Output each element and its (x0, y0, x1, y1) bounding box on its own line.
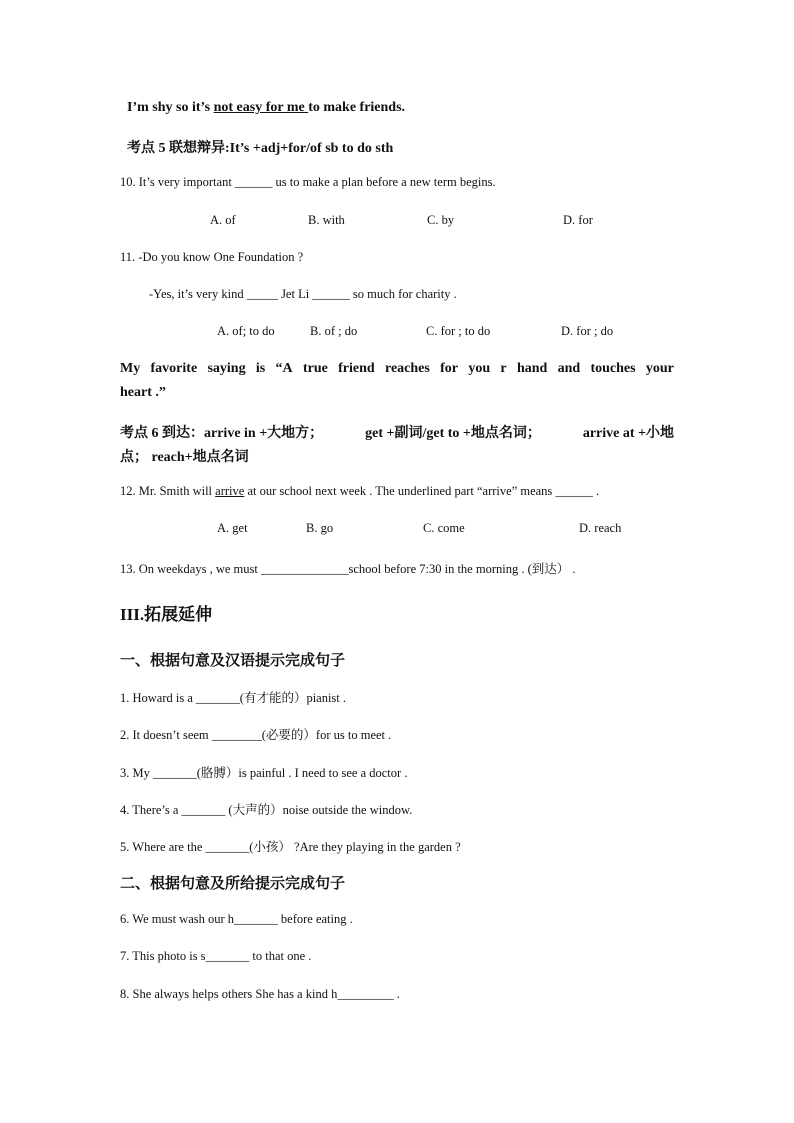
saying-word: is (255, 361, 266, 376)
part-2-item: 6. We must wash our h_______ before eating . (120, 912, 353, 926)
section-3-title: III.拓展延伸 (120, 605, 213, 624)
saying-word: touches (590, 361, 636, 376)
part-1-item: 2. It doesn’t seem ________(必要的）for us to meet . (120, 728, 392, 742)
saying-word: hand (516, 361, 548, 376)
saying-word: true (302, 361, 328, 376)
question-13: 13. On weekdays , we must ______________school before 7:30 in the morning . (到达） . (120, 562, 576, 576)
intro-sentence (127, 100, 405, 116)
saying-word: your (645, 361, 674, 376)
question-11-stem: 11. -Do you know One Foundation ? (120, 250, 304, 264)
part-2-item: 7. This photo is s_______ to that one . (120, 949, 312, 963)
saying-line-2: heart .” (120, 385, 166, 400)
question-10-stem: 10. It’s very important ______ us to make a plan before a new term begins. (120, 175, 496, 189)
saying-line-1 (120, 361, 674, 377)
saying-word: My (120, 361, 141, 376)
part-2-title: 二、根据句意及所给提示完成句子 (120, 876, 346, 892)
part-1-item: 3. My _______(胳膊）is painful . I need to see a doctor . (120, 766, 408, 780)
q12-underlined: arrive (215, 484, 245, 498)
part-1-item: 5. Where are the _______(小孩） ?Are they playing in the garden ? (120, 840, 461, 854)
part-1-item: 4. There’s a _______ (大声的）noise outside the window. (120, 803, 413, 817)
saying-word: reaches (385, 361, 430, 376)
saying-word: “A (275, 361, 293, 376)
kaodian-6-line-2: 点； reach+地点名词 (120, 450, 249, 465)
question-11-line2: -Yes, it’s very kind _____ Jet Li ______ so much for charity . (149, 287, 457, 301)
saying-word: saying (207, 361, 246, 376)
q12-text-pre: 12. Mr. Smith will (120, 484, 216, 498)
q11-option-d: D. for ; do (561, 324, 614, 338)
kaodian-6-part: get +副词/get to +地点名词； (365, 426, 541, 441)
q12-text-post: at our school next week . The underlined part “arrive” means ______ . (244, 484, 600, 498)
q12-option-d: D. reach (579, 521, 622, 535)
saying-word: favorite (150, 361, 198, 376)
kaodian-6-part: arrive at +小地 (582, 426, 674, 441)
q12-option-a: A. get (217, 521, 248, 535)
kaodian-5-heading: 考点 5 联想辩异:It’s +adj+for/of sb to do sth (127, 141, 394, 156)
q12-option-c: C. come (423, 521, 465, 535)
q10-option-a: A. of (210, 213, 236, 227)
saying-word: r (500, 361, 507, 376)
q12-option-b: B. go (306, 521, 334, 535)
part-2-item: 8. She always helps others She has a kind h_________ . (120, 987, 400, 1001)
q10-option-c: C. by (427, 213, 455, 227)
kaodian-6-part: 考点 6 到达：arrive in +大地方； (120, 426, 324, 441)
q10-option-b: B. with (308, 213, 345, 227)
saying-word: and (557, 361, 581, 376)
q11-option-a: A. of; to do (217, 324, 275, 338)
intro-text-post: to make friends. (308, 100, 406, 115)
kaodian-6-line-1 (120, 422, 674, 442)
q10-option-d: D. for (563, 213, 593, 227)
q11-option-c: C. for ; to do (426, 324, 491, 338)
saying-word: you (468, 361, 491, 376)
part-1-item: 1. Howard is a _______(有才能的）pianist . (120, 691, 347, 705)
question-12-stem (120, 484, 599, 499)
q11-option-b: B. of ; do (310, 324, 358, 338)
intro-text-pre: I’m shy so it’s (127, 100, 214, 115)
part-1-title: 一、根据句意及汉语提示完成句子 (120, 653, 346, 669)
saying-word: for (440, 361, 459, 376)
saying-word: friend (338, 361, 375, 376)
intro-underlined: not easy for me (213, 100, 309, 115)
